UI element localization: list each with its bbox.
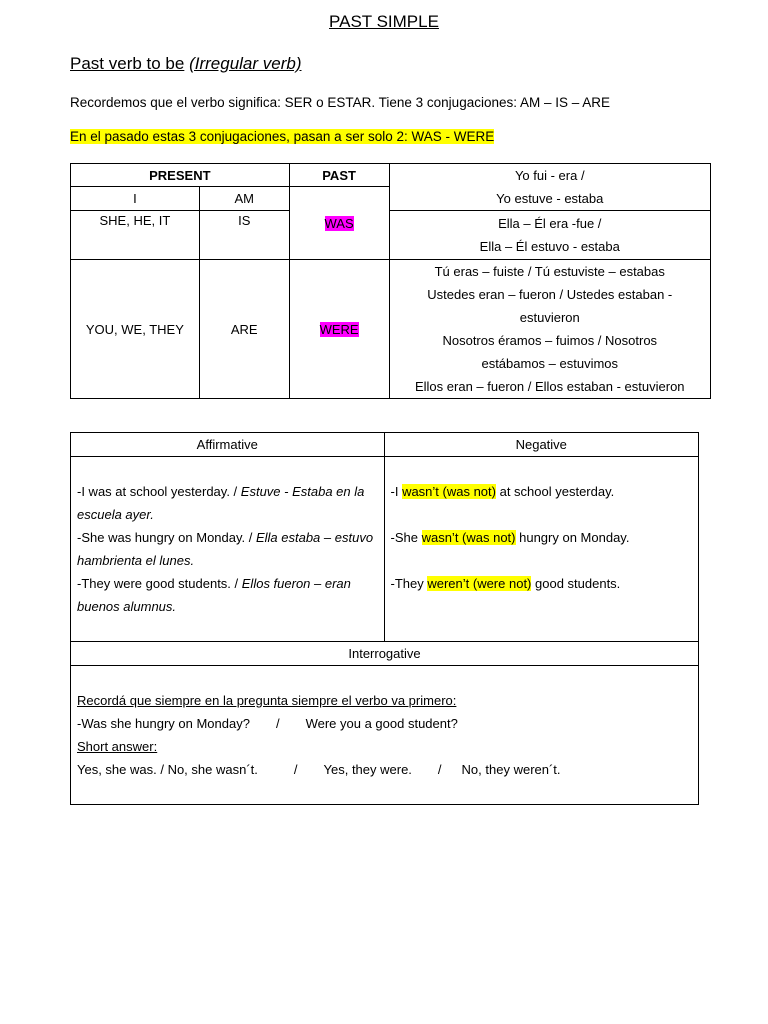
interrogative-questions: -Was she hungry on Monday? / Were you a good student? — [77, 716, 458, 731]
translation-line: Yo estuve - estaba — [496, 191, 604, 206]
negative-cell — [384, 457, 699, 642]
translation-line: estuvieron — [519, 310, 580, 325]
highlight-line-text: En el pasado estas 3 conjugaciones, pasan a ser solo 2: WAS - WERE — [70, 129, 495, 144]
pronoun-you-we-they: YOU, WE, THEY — [71, 260, 200, 399]
past-were-cell — [289, 260, 389, 399]
intro-line: Recordemos que el verbo significa: SER o ESTAR. Tiene 3 conjugaciones: AM – IS – ARE — [70, 95, 611, 110]
translation-ella — [389, 211, 710, 260]
interrogative-header: Interrogative — [71, 642, 699, 666]
short-answers: Yes, she was. / No, she wasn´t. / Yes, they were. / No, they weren´t. — [77, 762, 561, 777]
highlight-line — [70, 129, 494, 144]
page-title: PAST SIMPLE — [329, 12, 439, 31]
verb-are: ARE — [199, 260, 289, 399]
usage-table — [70, 432, 699, 805]
past-was: WAS — [324, 215, 354, 231]
negative-header: Negative — [384, 433, 699, 457]
negative-example: -She wasn’t (was not) hungry on Monday. — [390, 530, 630, 545]
interrogative-rule: Recordá que siempre en la pregunta siempre el verbo va primero: — [77, 693, 457, 708]
affirmative-example: -She was hungry on Monday. / Ella estaba – estuvo hambrienta el lunes. — [77, 530, 374, 568]
affirmative-cell — [71, 457, 385, 642]
past-was-cell — [289, 187, 389, 260]
negative-example: -They weren’t (were not) good students. — [390, 576, 621, 591]
section-heading-main: Past verb to be — [70, 54, 185, 73]
pronoun-i: I — [71, 187, 200, 211]
translation-line: Ella – Él era -fue / — [498, 216, 602, 231]
negative-example: -I wasn’t (was not) at school yesterday. — [390, 484, 615, 499]
section-heading-paren: (Irregular verb) — [189, 54, 302, 73]
short-answer-label: Short answer: — [77, 739, 158, 754]
past-header: PAST — [289, 164, 389, 187]
translation-line: Ustedes eran – fueron / Ustedes estaban - — [427, 287, 673, 302]
translation-plural — [389, 260, 710, 399]
translation-line: Ella – Él estuvo - estaba — [479, 239, 620, 254]
affirmative-header: Affirmative — [71, 433, 385, 457]
pronoun-she-he-it: SHE, HE, IT — [71, 211, 200, 260]
present-header: PRESENT — [71, 164, 290, 187]
affirmative-example: -I was at school yesterday. / Estuve - Estaba en la escuela ayer. — [77, 484, 365, 522]
past-were: WERE — [319, 321, 359, 337]
translation-line: Nosotros éramos – fuimos / Nosotros — [442, 333, 658, 348]
section-heading — [70, 54, 302, 74]
translation-line: Ellos eran – fueron / Ellos estaban - estuvieron — [414, 379, 685, 394]
interrogative-cell — [71, 666, 699, 805]
verb-is: IS — [199, 211, 289, 260]
affirmative-example: -They were good students. / Ellos fueron – eran buenos alumnus. — [77, 576, 351, 614]
translation-yo — [389, 164, 710, 211]
translation-line: Tú eras – fuiste / Tú estuviste – estabas — [434, 264, 665, 279]
translation-line: Yo fui - era / — [514, 168, 585, 183]
translation-line: estábamos – estuvimos — [481, 356, 619, 371]
verb-am: AM — [199, 187, 289, 211]
conjugation-table — [70, 163, 711, 399]
